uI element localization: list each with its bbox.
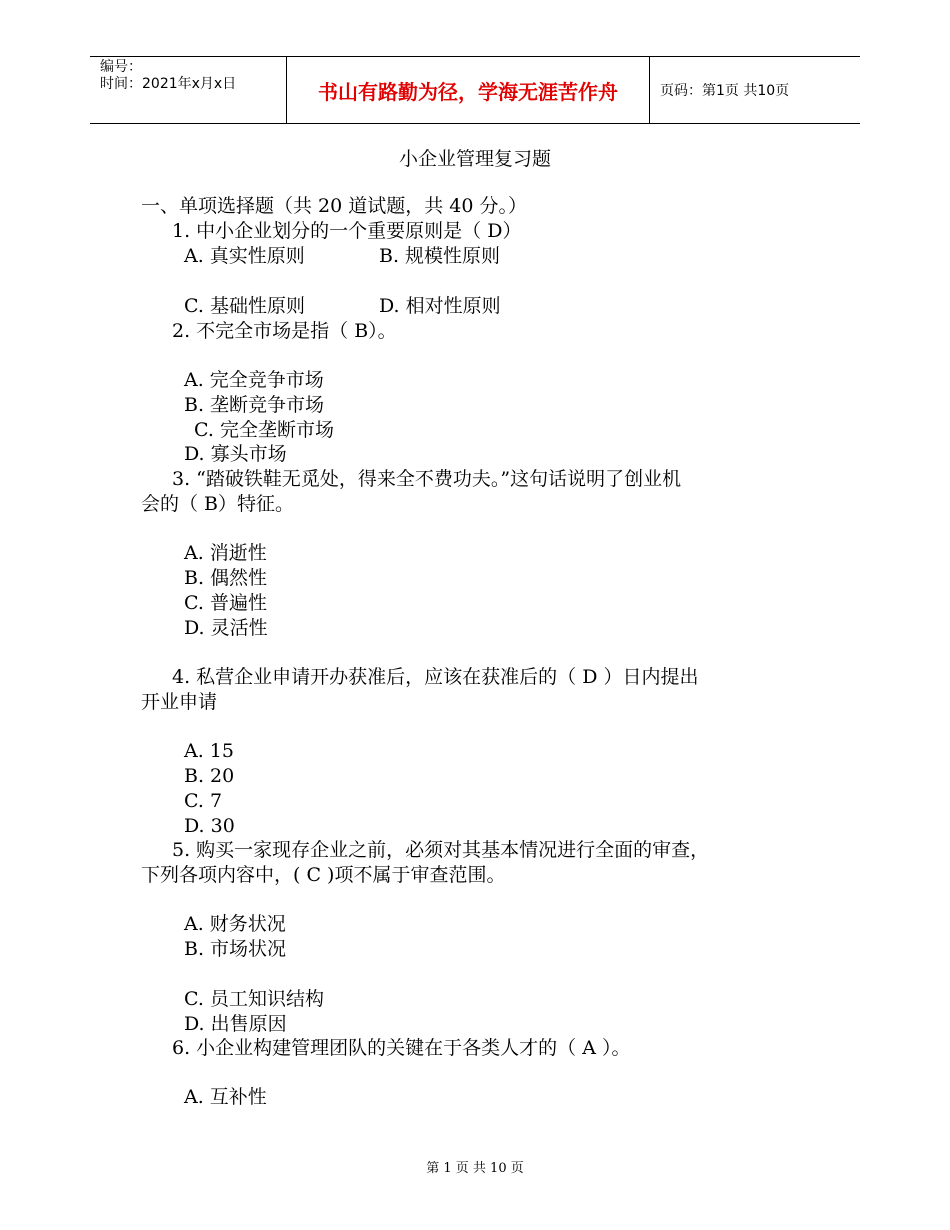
question-stem-6: 6. 小企业构建管理团队的关键在于各类人才的（ A ）。 <box>172 1037 631 1059</box>
q5-option-b: B. 市场状况 <box>184 938 287 960</box>
question-stem-2: 2. 不完全市场是指（ B）。 <box>172 320 397 342</box>
q3-option-a: A. 消逝性 <box>184 542 267 564</box>
q5-option-a: A. 财务状况 <box>184 913 286 935</box>
question-stem-4-line2: 开业申请 <box>141 691 218 713</box>
question-stem-3-line2: 会的（ B）特征。 <box>141 493 295 515</box>
question-stem-1: 1. 中小企业划分的一个重要原则是（ D） <box>172 220 522 242</box>
document-number-label: 编号： <box>100 59 142 75</box>
q4-option-d: D. 30 <box>184 815 235 837</box>
q2-option-b: B. 垄断竞争市场 <box>184 394 325 416</box>
q1-option-b: B. 规模性原则 <box>379 245 501 267</box>
header-meta <box>90 57 286 123</box>
q2-option-a: A. 完全竞争市场 <box>184 369 324 391</box>
q5-option-d: D. 出售原因 <box>184 1013 287 1035</box>
question-stem-3-line1: 3. “踏破铁鞋无觅处，得来全不费功夫。”这句话说明了创业机 <box>172 468 682 490</box>
q1-option-c: C. 基础性原则 <box>184 295 305 317</box>
q3-option-d: D. 灵活性 <box>184 617 268 639</box>
header-motto: 书山有路勤为径，学海无涯苦作舟 <box>286 57 650 123</box>
q2-option-c: C. 完全垄断市场 <box>194 419 334 441</box>
q4-option-c: C. 7 <box>184 790 223 812</box>
header-page-info: 页码：第1页 共10页 <box>660 83 790 99</box>
document-title: 小企业管理复习题 <box>398 148 551 170</box>
q3-option-c: C. 普遍性 <box>184 592 267 614</box>
question-stem-5-line2: 下列各项内容中，( C )项不属于审查范围。 <box>141 864 506 886</box>
question-stem-4-line1: 4. 私营企业申请开办获准后，应该在获准后的（ D ）日内提出 <box>172 666 699 688</box>
q2-option-d: D. 寡头市场 <box>184 443 287 465</box>
q3-option-b: B. 偶然性 <box>184 567 268 589</box>
page-footer: 第 1 页 共 10 页 <box>426 1161 524 1176</box>
question-stem-5-line1: 5. 购买一家现存企业之前，必须对其基本情况进行全面的审查， <box>172 839 710 861</box>
q5-option-c: C. 员工知识结构 <box>184 988 324 1010</box>
q4-option-b: B. 20 <box>184 765 235 787</box>
q1-option-a: A. 真实性原则 <box>184 245 305 267</box>
document-date: 时间：2021年x月x日 <box>100 76 237 92</box>
page-header <box>90 56 860 124</box>
q6-option-a: A. 互补性 <box>184 1086 267 1108</box>
section-heading: 一、单项选择题（共 20 道试题，共 40 分。） <box>141 195 528 217</box>
q4-option-a: A. 15 <box>184 740 234 762</box>
q1-option-d: D. 相对性原则 <box>379 295 501 317</box>
